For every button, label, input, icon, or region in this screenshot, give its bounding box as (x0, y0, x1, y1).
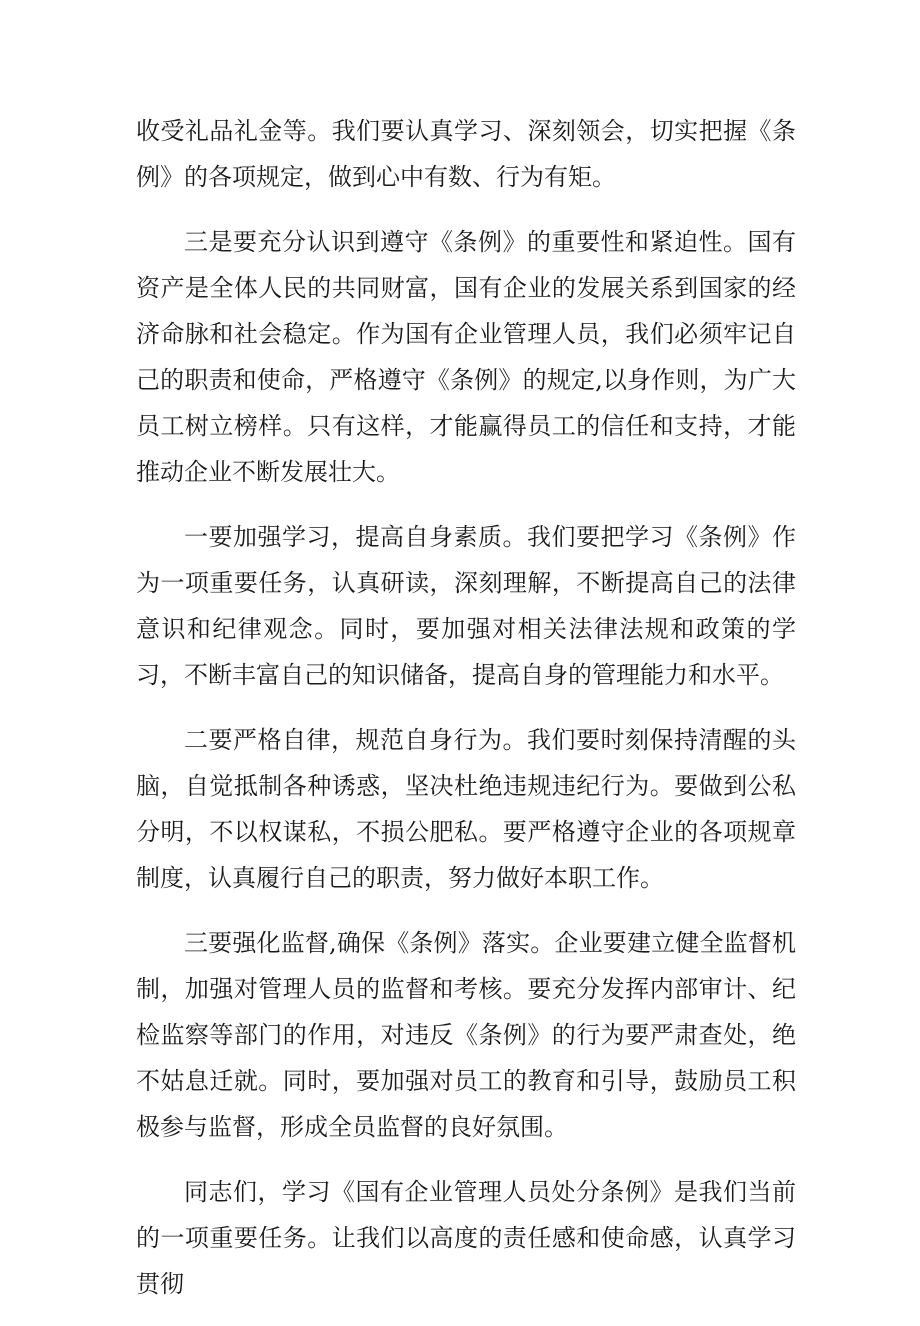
paragraph-importance: 三是要充分认识到遵守《条例》的重要性和紧迫性。国有资产是全体人民的共同财富，国有企业的发展关系到国家的经济命脉和社会稳定。作为国有企业管理人员，我们必须牢记自己的职责和使命，严格遵守《条例》的规定,以身作则，为广大员工树立榜样。只有这样，才能赢得员工的信任和支持，才能推动企业不断发展壮大。 (136, 228, 796, 486)
paragraph-study: 一要加强学习，提高自身素质。我们要把学习《条例》作为一项重要任务，认真研读，深刻理解，不断提高自己的法律意识和纪律观念。同时，要加强对相关法律法规和政策的学习，不断丰富自己的知识储备，提高自身的管理能力和水平。 (136, 523, 796, 689)
paragraph-self-discipline: 二要严格自律，规范自身行为。我们要时刻保持清醒的头脑，自觉抵制各种诱惑，坚决杜绝违规违纪行为。要做到公私分明，不以权谋私，不损公肥私。要严格遵守企业的各项规章制度，认真履行自己的职责，努力做好本职工作。 (136, 726, 796, 892)
document-body (136, 108, 796, 1326)
paragraph-closing: 同志们，学习《国有企业管理人员处分条例》是我们当前的一项重要任务。让我们以高度的责任感和使命感，认真学习贯彻 (136, 1178, 796, 1298)
paragraph-continued: 收受礼品礼金等。我们要认真学习、深刻领会，切实把握《条例》的各项规定，做到心中有数、行为有矩。 (136, 117, 796, 191)
paragraph-supervision: 三要强化监督,确保《条例》落实。企业要建立健全监督机制，加强对管理人员的监督和考核。要充分发挥内部审计、纪检监察等部门的作用，对违反《条例》的行为要严肃查处，绝不姑息迁就。同时，要加强对员工的教育和引导，鼓励员工积极参与监督，形成全员监督的良好氛围。 (136, 929, 796, 1141)
